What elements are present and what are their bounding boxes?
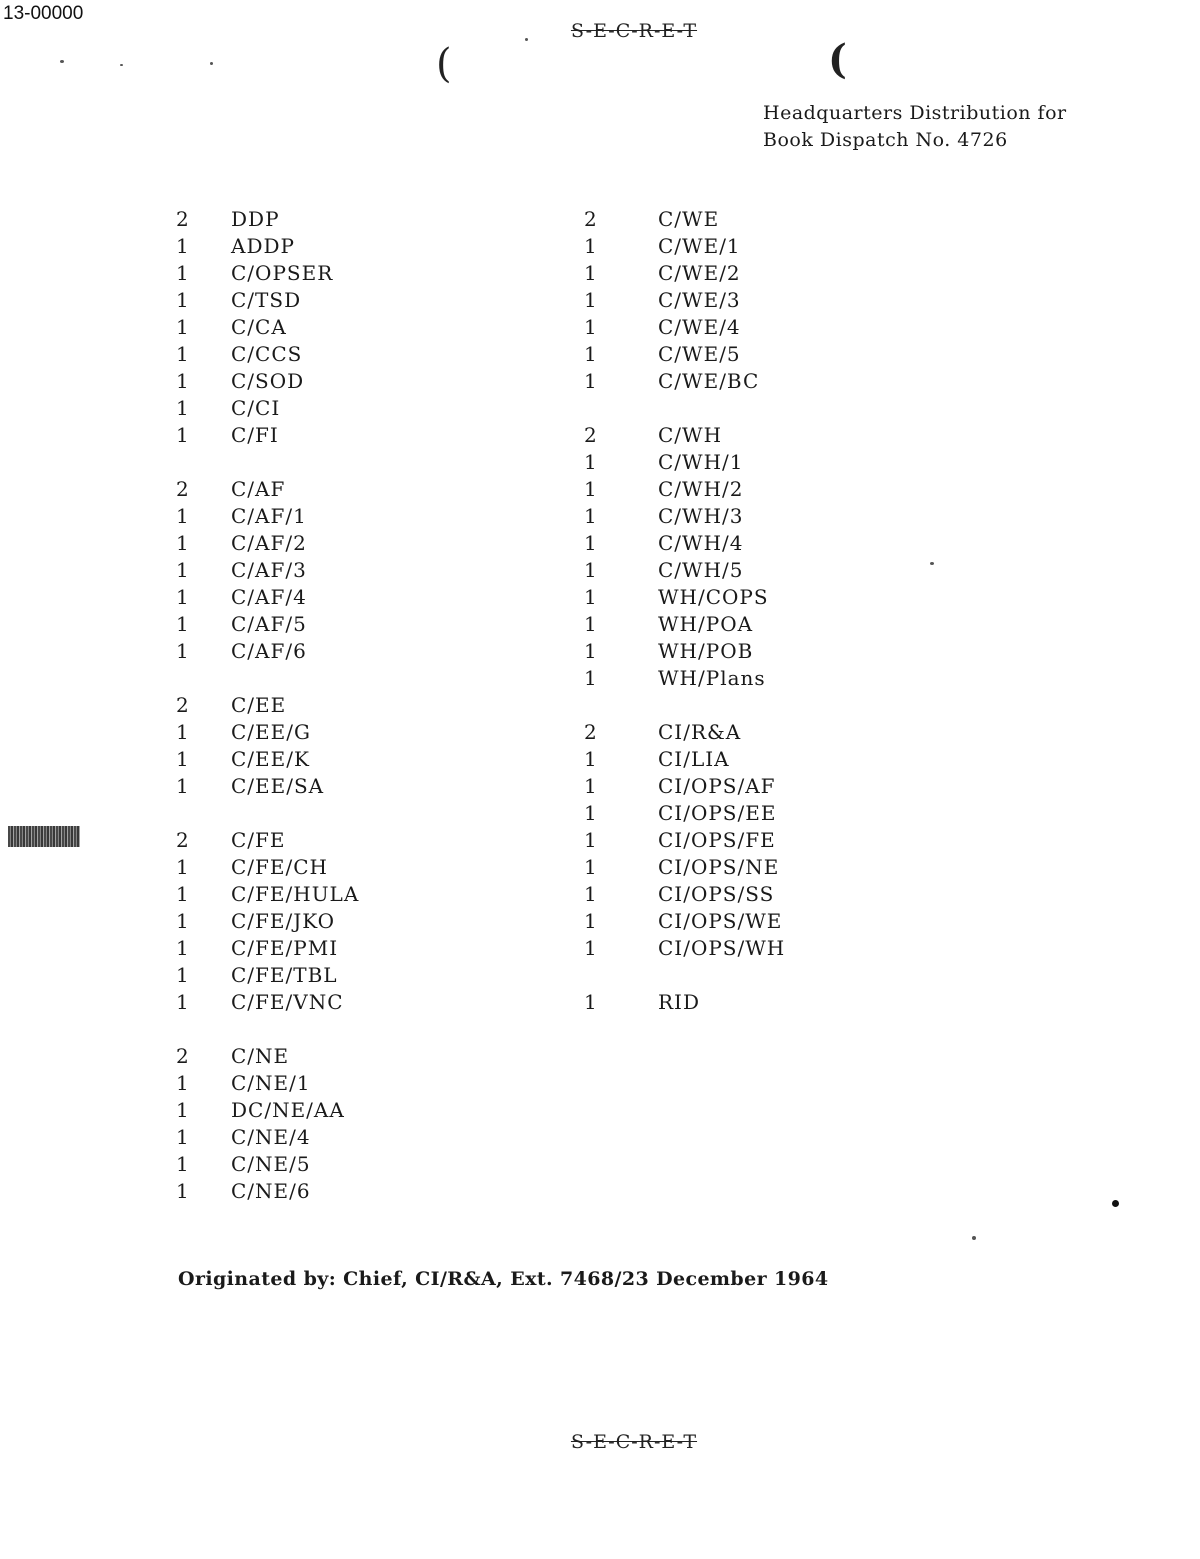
recipient-code: WH/COPS: [658, 585, 769, 609]
copy-count: 2: [176, 207, 190, 231]
copy-count: 1: [584, 477, 598, 501]
copy-count: 1: [176, 1071, 190, 1095]
distribution-row: [176, 530, 476, 557]
distribution-row: [176, 746, 476, 773]
copy-count: 1: [584, 450, 598, 474]
recipient-code: ADDP: [231, 234, 295, 258]
distribution-row: [176, 638, 476, 665]
copy-count: 1: [176, 936, 190, 960]
recipient-code: C/WH/1: [658, 450, 744, 474]
header-line-1: Headquarters Distribution for: [763, 102, 1067, 124]
recipient-code: CI/OPS/EE: [658, 801, 777, 825]
recipient-code: CI/OPS/FE: [658, 828, 776, 852]
recipient-code: CI/OPS/SS: [658, 882, 775, 906]
copy-count: 1: [584, 666, 598, 690]
recipient-code: C/AF/4: [231, 585, 307, 609]
copy-count: 1: [176, 1152, 190, 1176]
recipient-code: CI/OPS/AF: [658, 774, 776, 798]
recipient-code: C/AF: [231, 477, 286, 501]
copy-count: 1: [176, 855, 190, 879]
distribution-row: [176, 368, 476, 395]
recipient-code: C/WH: [658, 423, 723, 447]
distribution-row: [176, 827, 476, 854]
recipient-code: C/WH/3: [658, 504, 744, 528]
recipient-code: DC/NE/AA: [231, 1098, 345, 1122]
copy-count: 1: [176, 909, 190, 933]
recipient-code: C/FE/PMI: [231, 936, 339, 960]
distribution-group: [176, 827, 476, 1016]
distribution-row: [176, 989, 476, 1016]
distribution-row: [176, 584, 476, 611]
recipient-code: CI/OPS/WH: [658, 936, 786, 960]
classification-bottom: S-E-C-R-E-T: [570, 1431, 698, 1453]
distribution-row: [584, 422, 884, 449]
copy-count: 1: [584, 315, 598, 339]
distribution-row: [176, 503, 476, 530]
copy-count: 1: [584, 558, 598, 582]
copy-count: 1: [584, 369, 598, 393]
copy-count: 1: [584, 774, 598, 798]
copy-count: 2: [584, 423, 598, 447]
copy-count: 2: [584, 720, 598, 744]
recipient-code: C/CA: [231, 315, 287, 339]
scan-speck: [60, 60, 64, 63]
distribution-row: [584, 854, 884, 881]
document-id: 13-00000: [3, 3, 84, 24]
distribution-row: [584, 341, 884, 368]
distribution-row: [584, 233, 884, 260]
distribution-row: [176, 908, 476, 935]
distribution-row: [584, 260, 884, 287]
distribution-row: [176, 314, 476, 341]
recipient-code: C/CI: [231, 396, 281, 420]
distribution-group: [176, 692, 476, 800]
distribution-row: [584, 935, 884, 962]
distribution-row: [176, 611, 476, 638]
recipient-code: RID: [658, 990, 700, 1014]
recipient-code: C/FE/HULA: [231, 882, 360, 906]
distribution-row: [584, 476, 884, 503]
recipient-code: C/AF/2: [231, 531, 307, 555]
header-line-2: Book Dispatch No. 4726: [763, 129, 1008, 151]
recipient-code: C/WE/3: [658, 288, 741, 312]
copy-count: 1: [584, 288, 598, 312]
copy-count: 1: [176, 261, 190, 285]
recipient-code: DDP: [231, 207, 280, 231]
handwritten-paren-mark-2: (: [828, 36, 847, 83]
copy-count: 1: [176, 990, 190, 1014]
copy-count: 1: [176, 585, 190, 609]
distribution-row: [584, 881, 884, 908]
copy-count: 1: [584, 639, 598, 663]
recipient-code: C/OPSER: [231, 261, 334, 285]
distribution-row: [176, 260, 476, 287]
distribution-row: [584, 638, 884, 665]
copy-count: 1: [584, 882, 598, 906]
distribution-row: [176, 773, 476, 800]
distribution-row: [176, 1070, 476, 1097]
copy-count: 1: [176, 1125, 190, 1149]
scan-speck: [972, 1236, 976, 1240]
distribution-row: [176, 476, 476, 503]
recipient-code: CI/R&A: [658, 720, 742, 744]
copy-count: 2: [584, 207, 598, 231]
recipient-code: C/WH/4: [658, 531, 744, 555]
distribution-row: [176, 1124, 476, 1151]
distribution-row: [176, 206, 476, 233]
recipient-code: C/NE/6: [231, 1179, 311, 1203]
recipient-code: C/EE/K: [231, 747, 310, 771]
copy-count: 1: [176, 369, 190, 393]
recipient-code: C/FE/JKO: [231, 909, 336, 933]
handwritten-paren-mark: (: [436, 41, 452, 87]
copy-count: 1: [584, 234, 598, 258]
copy-count: 1: [584, 936, 598, 960]
distribution-row: [584, 989, 884, 1016]
distribution-row: [584, 827, 884, 854]
distribution-group: [584, 989, 884, 1016]
distribution-row: [176, 1178, 476, 1205]
recipient-code: C/TSD: [231, 288, 302, 312]
recipient-code: C/FE: [231, 828, 286, 852]
recipient-code: C/AF/6: [231, 639, 307, 663]
copy-count: 1: [176, 531, 190, 555]
recipient-code: C/FE/CH: [231, 855, 328, 879]
recipient-code: C/AF/1: [231, 504, 307, 528]
distribution-row: [584, 665, 884, 692]
scan-speck: [525, 38, 528, 41]
distribution-row: [584, 800, 884, 827]
recipient-code: C/NE/5: [231, 1152, 311, 1176]
recipient-code: C/EE/G: [231, 720, 311, 744]
distribution-row: [176, 557, 476, 584]
recipient-code: C/FE/TBL: [231, 963, 338, 987]
recipient-code: C/NE/1: [231, 1071, 311, 1095]
copy-count: 1: [176, 288, 190, 312]
recipient-code: C/FI: [231, 423, 279, 447]
distribution-row: [176, 1043, 476, 1070]
recipient-code: C/WE/BC: [658, 369, 760, 393]
copy-count: 1: [176, 315, 190, 339]
distribution-group: [176, 476, 476, 665]
recipient-code: CI/LIA: [658, 747, 730, 771]
distribution-group: [176, 206, 476, 449]
recipient-code: C/CCS: [231, 342, 303, 366]
copy-count: 1: [584, 801, 598, 825]
copy-count: 1: [176, 1179, 190, 1203]
distribution-row: [584, 287, 884, 314]
copy-count: 1: [176, 612, 190, 636]
copy-count: 2: [176, 1044, 190, 1068]
distribution-row: [584, 908, 884, 935]
recipient-code: C/FE/VNC: [231, 990, 344, 1014]
copy-count: 1: [176, 1098, 190, 1122]
distribution-header: [763, 100, 1067, 154]
classification-top: S-E-C-R-E-T: [570, 20, 698, 42]
recipient-code: CI/OPS/WE: [658, 909, 783, 933]
recipient-code: CI/OPS/NE: [658, 855, 780, 879]
copy-count: 1: [176, 504, 190, 528]
recipient-code: C/WE: [658, 207, 720, 231]
copy-count: 1: [176, 747, 190, 771]
distribution-row: [176, 881, 476, 908]
copy-count: 1: [176, 720, 190, 744]
copy-count: 1: [176, 774, 190, 798]
distribution-row: [584, 368, 884, 395]
distribution-row: [176, 692, 476, 719]
distribution-list-left: [176, 206, 476, 1232]
distribution-row: [176, 935, 476, 962]
recipient-code: WH/POB: [658, 639, 754, 663]
recipient-code: C/SOD: [231, 369, 305, 393]
copy-count: 2: [176, 693, 190, 717]
copy-count: 1: [176, 423, 190, 447]
recipient-code: C/WE/2: [658, 261, 741, 285]
copy-count: 1: [584, 909, 598, 933]
distribution-row: [584, 773, 884, 800]
distribution-row: [584, 314, 884, 341]
distribution-row: [584, 449, 884, 476]
distribution-row: [176, 341, 476, 368]
copy-count: 1: [584, 828, 598, 852]
recipient-code: WH/Plans: [658, 666, 766, 690]
copy-count: 1: [176, 396, 190, 420]
scan-speck: [1112, 1200, 1119, 1207]
distribution-group: [584, 422, 884, 692]
distribution-group: [584, 719, 884, 962]
copy-count: 2: [176, 477, 190, 501]
distribution-row: [176, 395, 476, 422]
recipient-code: C/NE/4: [231, 1125, 311, 1149]
copy-count: 1: [176, 342, 190, 366]
distribution-row: [176, 422, 476, 449]
copy-count: 1: [584, 342, 598, 366]
distribution-row: [176, 233, 476, 260]
distribution-group: [584, 206, 884, 395]
copy-count: 1: [584, 612, 598, 636]
distribution-row: [584, 719, 884, 746]
scan-speck: [210, 62, 213, 65]
originator-line: Originated by: Chief, CI/R&A, Ext. 7468/23 December 1964: [178, 1268, 829, 1290]
distribution-row: [584, 206, 884, 233]
distribution-group: [176, 1043, 476, 1205]
copy-count: 1: [584, 990, 598, 1014]
copy-count: 1: [176, 963, 190, 987]
recipient-code: C/AF/5: [231, 612, 307, 636]
copy-count: 1: [176, 558, 190, 582]
distribution-row: [584, 746, 884, 773]
distribution-row: [176, 1097, 476, 1124]
recipient-code: C/WE/4: [658, 315, 741, 339]
recipient-code: C/EE: [231, 693, 287, 717]
recipient-code: C/WH/5: [658, 558, 744, 582]
recipient-code: WH/POA: [658, 612, 754, 636]
distribution-row: [176, 719, 476, 746]
copy-count: 1: [584, 855, 598, 879]
recipient-code: C/WH/2: [658, 477, 744, 501]
distribution-list-right: [584, 206, 884, 1043]
copy-count: 1: [584, 585, 598, 609]
recipient-code: C/WE/5: [658, 342, 741, 366]
copy-count: 1: [176, 882, 190, 906]
distribution-row: [176, 962, 476, 989]
distribution-row: [584, 530, 884, 557]
scan-speck: [120, 64, 123, 66]
distribution-row: [584, 584, 884, 611]
distribution-row: [176, 854, 476, 881]
recipient-code: C/WE/1: [658, 234, 741, 258]
redaction-mark: [8, 826, 80, 847]
distribution-row: [584, 611, 884, 638]
recipient-code: C/EE/SA: [231, 774, 325, 798]
recipient-code: C/NE: [231, 1044, 290, 1068]
copy-count: 1: [584, 747, 598, 771]
scan-speck: [930, 562, 934, 565]
copy-count: 1: [584, 504, 598, 528]
distribution-row: [584, 503, 884, 530]
distribution-row: [584, 557, 884, 584]
copy-count: 1: [584, 531, 598, 555]
copy-count: 2: [176, 828, 190, 852]
distribution-row: [176, 1151, 476, 1178]
distribution-row: [176, 287, 476, 314]
recipient-code: C/AF/3: [231, 558, 307, 582]
copy-count: 1: [176, 234, 190, 258]
copy-count: 1: [584, 261, 598, 285]
copy-count: 1: [176, 639, 190, 663]
